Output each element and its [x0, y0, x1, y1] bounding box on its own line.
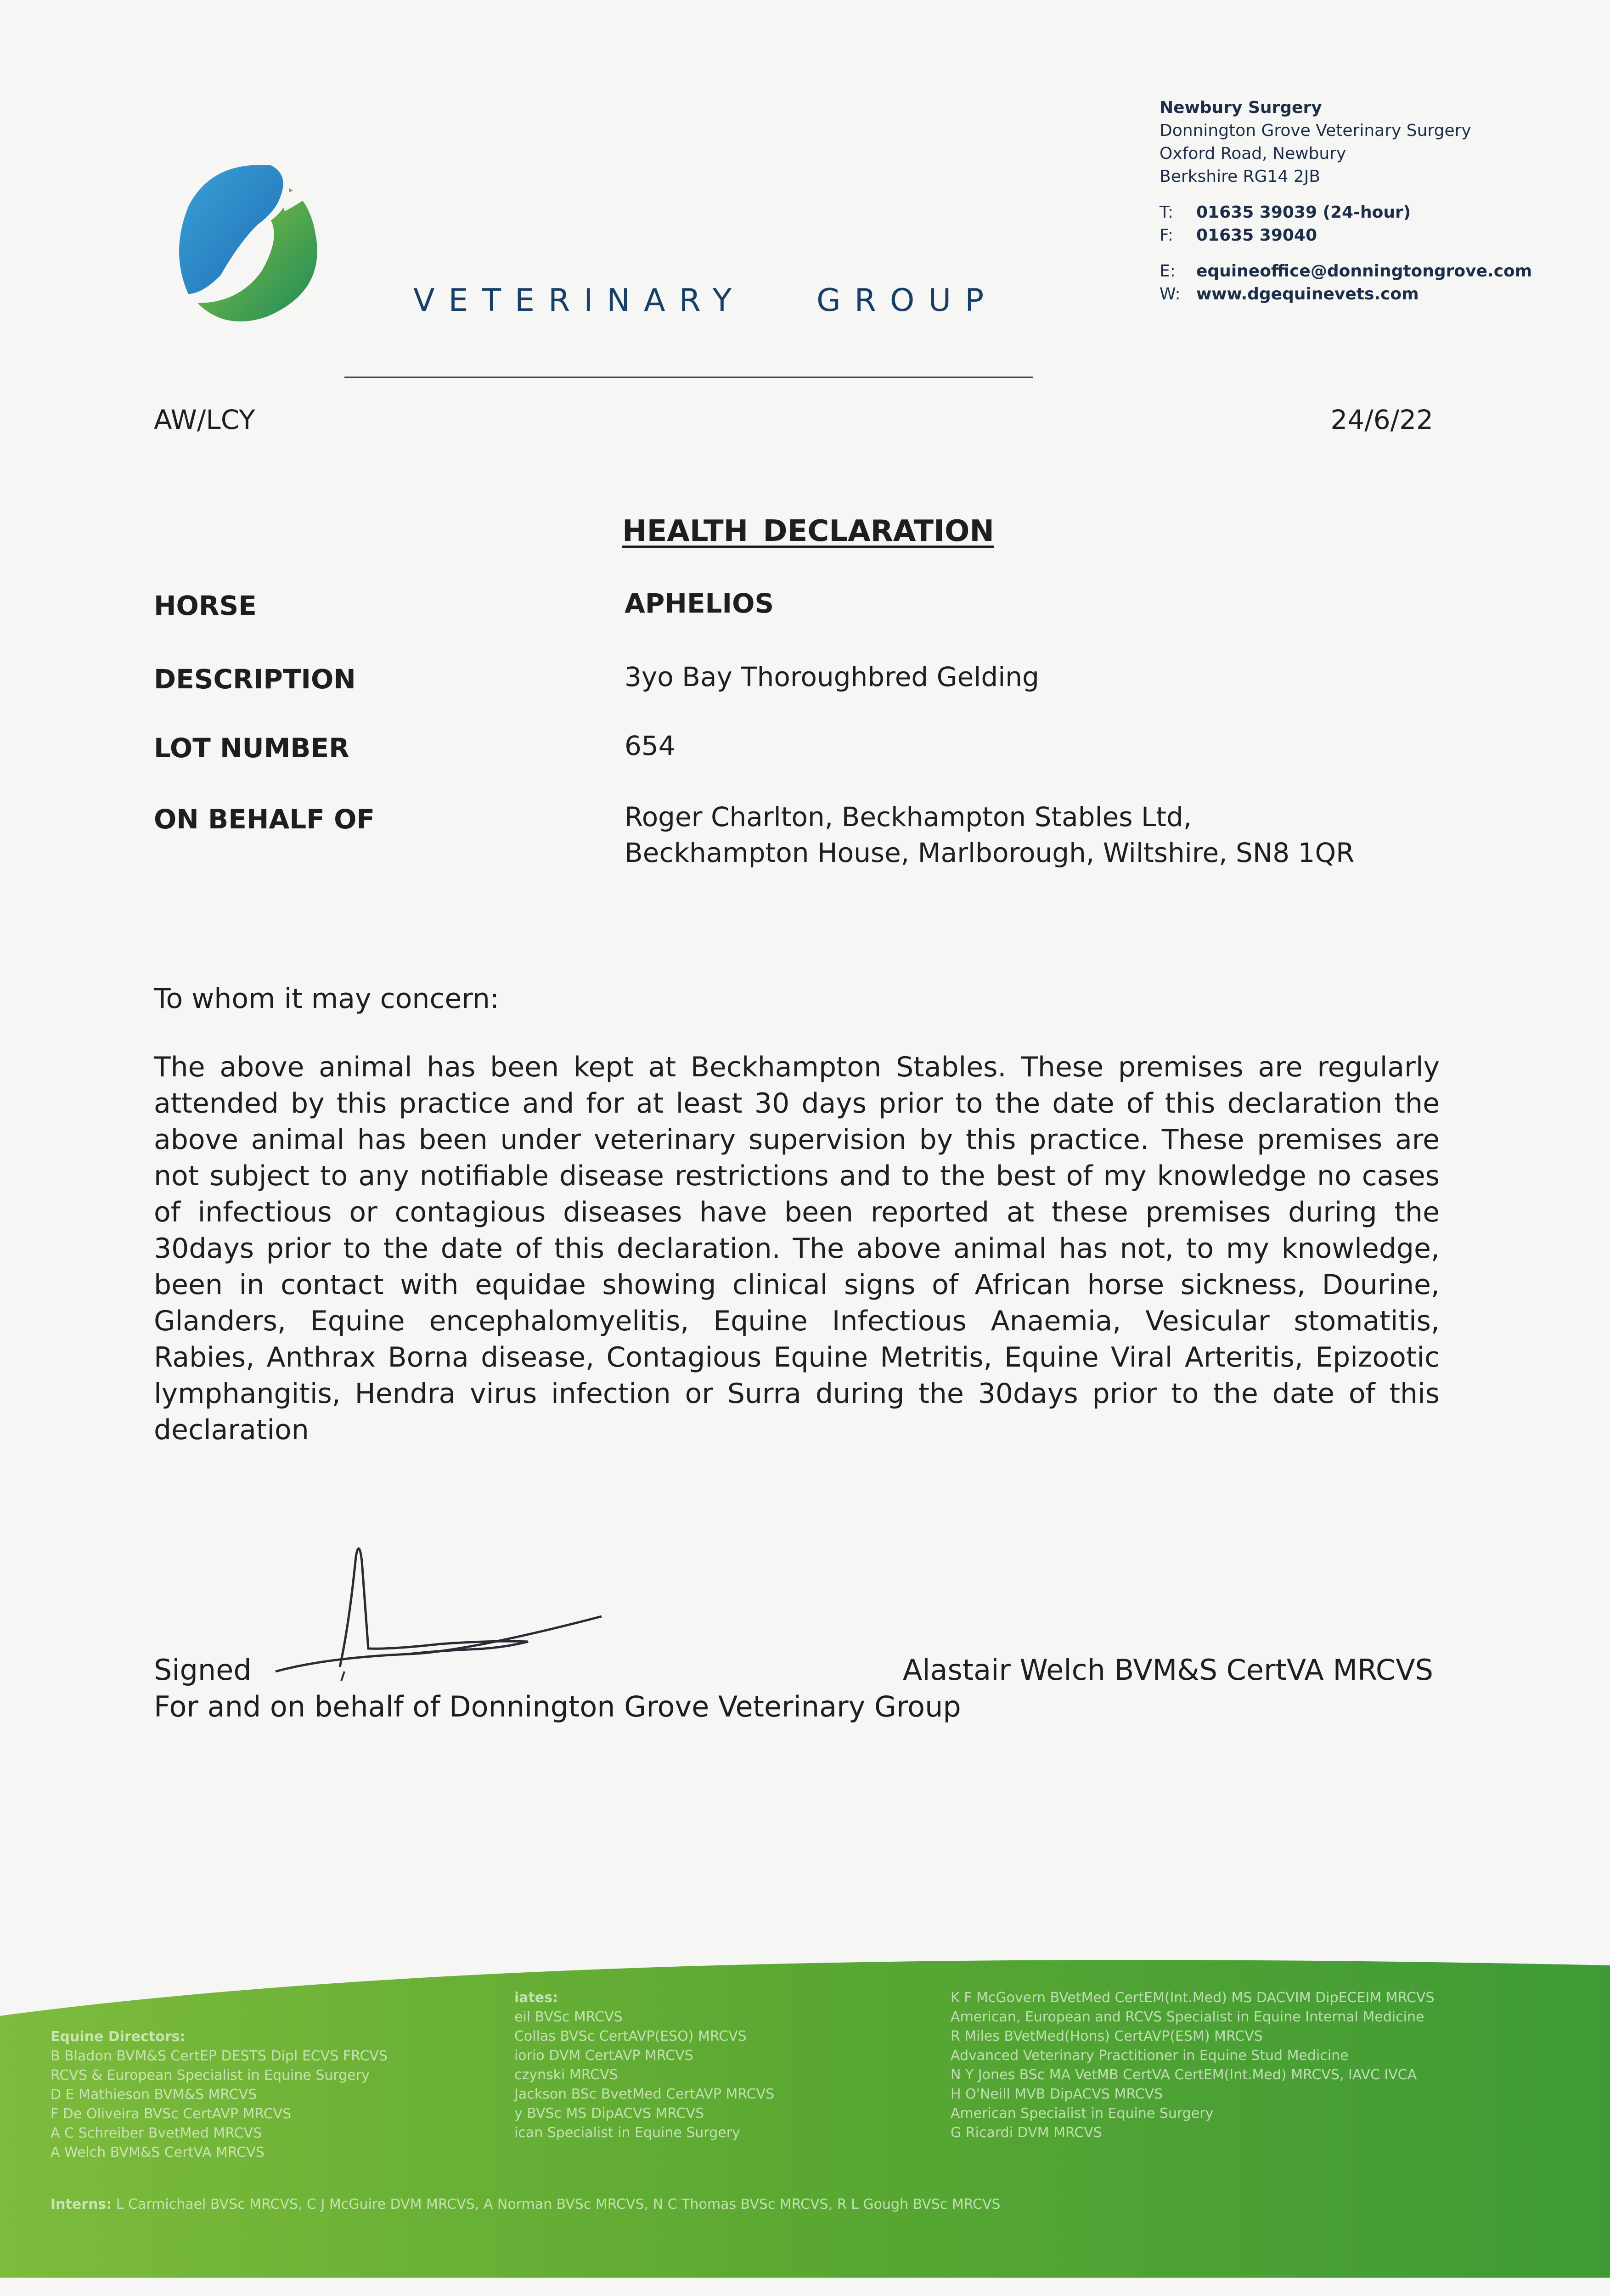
- behalf-line: Beckhampton House, Marlborough, Wiltshire, SN8 1QR: [625, 837, 1355, 868]
- surgery-address-block: [1160, 96, 1532, 306]
- fax-label: F:: [1160, 226, 1174, 245]
- associate-line: N Y Jones BSc MA VetMB CertVA CertEM(Int.Med) MRCVS, IAVC IVCA: [951, 2067, 1417, 2083]
- website-link[interactable]: www.dgequinevets.com: [1196, 285, 1419, 304]
- associate-line: R Miles BVetMed(Hons) CertAVP(ESM) MRCVS: [951, 2028, 1263, 2044]
- director-line: A Welch BVM&S CertVA MRCVS: [51, 2144, 265, 2161]
- handwritten-signature: [271, 1534, 611, 1681]
- on-behalf-label: ON BEHALF OF: [154, 804, 375, 835]
- email-link[interactable]: equineoffice@donningtongrove.com: [1196, 262, 1532, 281]
- director-line: RCVS & European Specialist in Equine Surgery: [51, 2067, 370, 2083]
- director-line: A C Schreiber BvetMed MRCVS: [51, 2125, 262, 2141]
- lot-number-value: 654: [625, 730, 676, 761]
- director-line: F De Oliveira BVSc CertAVP MRCVS: [51, 2106, 292, 2122]
- description-value: 3yo Bay Thoroughbred Gelding: [625, 661, 1039, 692]
- associate-line: G Ricardi DVM MRCVS: [951, 2125, 1102, 2141]
- email-label: E:: [1160, 262, 1176, 281]
- associate-line: czynski MRCVS: [514, 2067, 618, 2083]
- phone-label: T:: [1160, 203, 1174, 222]
- on-behalf-value: [625, 799, 1354, 871]
- web-label: W:: [1160, 285, 1181, 304]
- associate-line: H O'Neill MVB DipACVS MRCVS: [951, 2086, 1163, 2102]
- associate-line: Advanced Veterinary Practitioner in Equine Stud Medicine: [951, 2048, 1349, 2064]
- greeting: To whom it may concern:: [154, 983, 500, 1015]
- phone-number: 01635 39039 (24-hour): [1196, 203, 1411, 222]
- associate-line: iorio DVM CertAVP MRCVS: [514, 2048, 693, 2064]
- interns-heading: Interns:: [51, 2196, 112, 2212]
- description-label: DESCRIPTION: [154, 664, 356, 695]
- associate-line: ican Specialist in Equine Surgery: [514, 2125, 740, 2141]
- interns-list: L Carmichael BVSc MRCVS, C J McGuire DVM MRCVS, A Norman BVSc MRCVS, N C Thomas BVSc MRCVS, R L Gough BVSc MRCVS: [116, 2196, 1001, 2212]
- director-line: D E Mathieson BVM&S MRCVS: [51, 2087, 257, 2103]
- lot-number-label: LOT NUMBER: [154, 732, 349, 764]
- associate-line: Collas BVSc CertAVP(ESO) MRCVS: [514, 2028, 747, 2044]
- document-date: 24/6/22: [1330, 404, 1433, 435]
- horse-value: APHELIOS: [625, 588, 774, 619]
- group-name: VETERINARY GROUP: [413, 282, 998, 319]
- document-title: HEALTH DECLARATION: [622, 514, 994, 548]
- address-line: Oxford Road, Newbury: [1160, 144, 1346, 163]
- associate-line: K F McGovern BVetMed CertEM(Int.Med) MS DACVIM DipECEIM MRCVS: [951, 1990, 1435, 2006]
- associates-heading: iates:: [514, 1990, 558, 2006]
- behalf-line: Roger Charlton, Beckhampton Stables Ltd,: [625, 801, 1192, 833]
- directors-heading: Equine Directors:: [51, 2029, 186, 2045]
- address-line: Donnington Grove Veterinary Surgery: [1160, 121, 1471, 140]
- address-line: Berkshire RG14 2JB: [1160, 167, 1321, 186]
- associate-line: y BVSc MS DipACVS MRCVS: [514, 2105, 704, 2122]
- associate-line: eil BVSc MRCVS: [514, 2009, 623, 2025]
- header-divider: [344, 377, 1033, 378]
- associate-line: Jackson BSc BvetMed CertAVP MRCVS: [514, 2086, 775, 2102]
- footer-interns: [51, 2195, 1001, 2214]
- fax-number: 01635 39040: [1196, 226, 1317, 245]
- reference-code: AW/LCY: [154, 404, 255, 435]
- veterinary-group-logo: [170, 156, 335, 331]
- associate-line: American, European and RCVS Specialist in Equine Internal Medicine: [951, 2009, 1424, 2025]
- signed-label: Signed: [154, 1653, 252, 1687]
- horse-label: HORSE: [154, 590, 257, 621]
- footer-associates-column-2: [951, 1988, 1435, 2143]
- surgery-name: Newbury Surgery: [1160, 98, 1322, 117]
- director-line: B Bladon BVM&S CertEP DESTS Dipl ECVS FRCVS: [51, 2048, 388, 2064]
- signatory-name: Alastair Welch BVM&S CertVA MRCVS: [902, 1653, 1433, 1687]
- declaration-body: The above animal has been kept at Beckhampton Stables. These premises are regularly attended by this practice and for at least 30 days prior to the date of this declaration the above animal has been under veterinary supervision by this practice. These premises are not subject to any notifiable disease restrictions and to the best of my knowledge no cases of infectious or contagious diseases have been reported at these premises during the 30days prior to the date of this declaration. The above animal has not, to my knowledge, been in contact with equidae showing clinical signs of African horse sickness, Dourine, Glanders, Equine encephalomyelitis, Equine Infectious Anaemia, Vesicular stomatitis, Rabies, Anthrax Borna disease, Contagious Equine Metritis, Equine Viral Arteritis, Epizootic lymphangitis, Hendra virus infection or Surra during the 30days prior to the date of this declaration: [154, 1051, 1440, 1446]
- associate-line: American Specialist in Equine Surgery: [951, 2105, 1214, 2122]
- footer-directors: [51, 2027, 388, 2162]
- footer-associates: [514, 1988, 774, 2143]
- on-behalf-statement: For and on behalf of Donnington Grove Veterinary Group: [154, 1690, 961, 1723]
